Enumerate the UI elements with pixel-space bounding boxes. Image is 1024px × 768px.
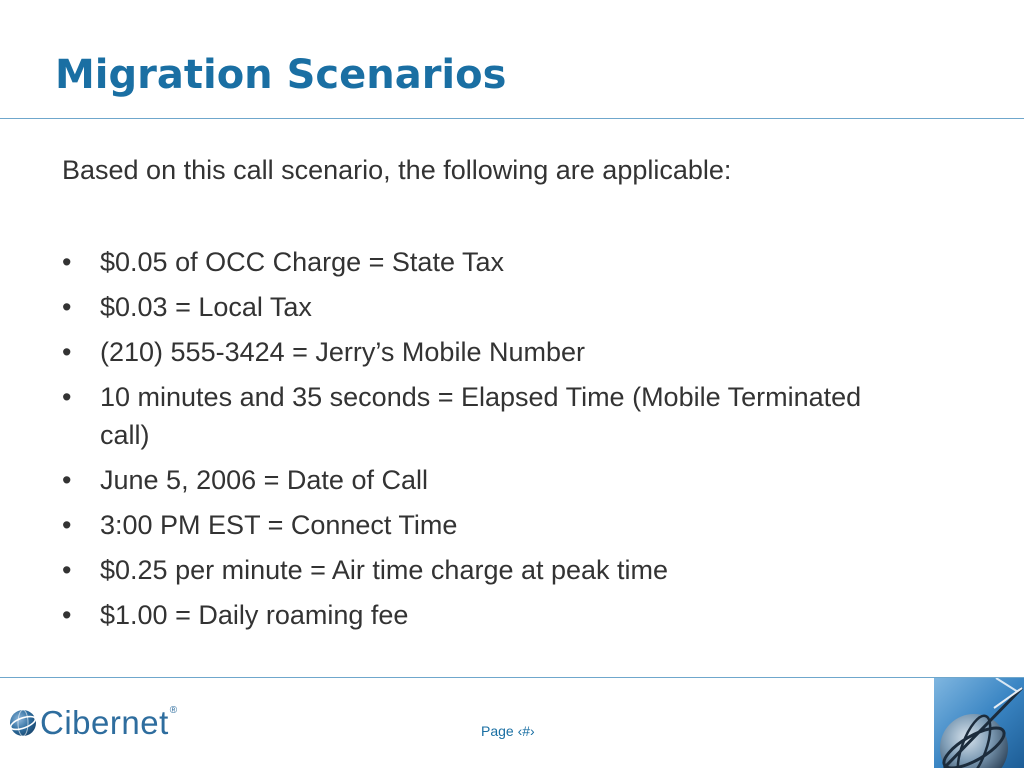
list-item-text: $1.00 = Daily roaming fee — [100, 600, 409, 630]
list-item-text: $0.05 of OCC Charge = State Tax — [100, 247, 504, 277]
intro-text: Based on this call scenario, the following are applicable: — [62, 155, 732, 185]
list-item-text: June 5, 2006 = Date of Call — [100, 465, 428, 495]
bullet-list — [62, 243, 862, 641]
bullet-marker: • — [62, 337, 72, 367]
list-item-text: 3:00 PM EST = Connect Time — [100, 510, 458, 540]
list-item — [62, 243, 862, 281]
bullet-marker: • — [62, 600, 72, 630]
registered-mark: ® — [169, 705, 178, 716]
list-item — [62, 461, 862, 499]
bullet-marker: • — [62, 247, 72, 277]
footer-divider — [0, 677, 1024, 678]
bullet-marker: • — [62, 292, 72, 322]
bullet-marker: • — [62, 465, 72, 495]
list-item — [62, 378, 862, 454]
globe-sculpture-image — [934, 678, 1024, 768]
list-item-text: $0.25 per minute = Air time charge at peak time — [100, 555, 669, 585]
bullet-marker: • — [62, 382, 72, 412]
page-number: Page ‹#› — [481, 723, 535, 739]
bullet-marker: • — [62, 510, 72, 540]
list-item-text: (210) 555-3424 = Jerry’s Mobile Number — [100, 337, 585, 367]
list-item — [62, 288, 862, 326]
globe-icon — [8, 708, 38, 738]
list-item-text: $0.03 = Local Tax — [100, 292, 312, 322]
logo-wordmark: Cibernet — [40, 704, 169, 741]
cibernet-logo — [8, 703, 177, 743]
title-divider — [0, 118, 1024, 119]
list-item — [62, 551, 862, 589]
slide-title: Migration Scenarios — [55, 52, 507, 98]
bullet-marker: • — [62, 555, 72, 585]
list-item — [62, 506, 862, 544]
list-item-text: 10 minutes and 35 seconds = Elapsed Time (Mobile Terminated call) — [100, 382, 862, 450]
list-item — [62, 333, 862, 371]
list-item — [62, 596, 862, 634]
